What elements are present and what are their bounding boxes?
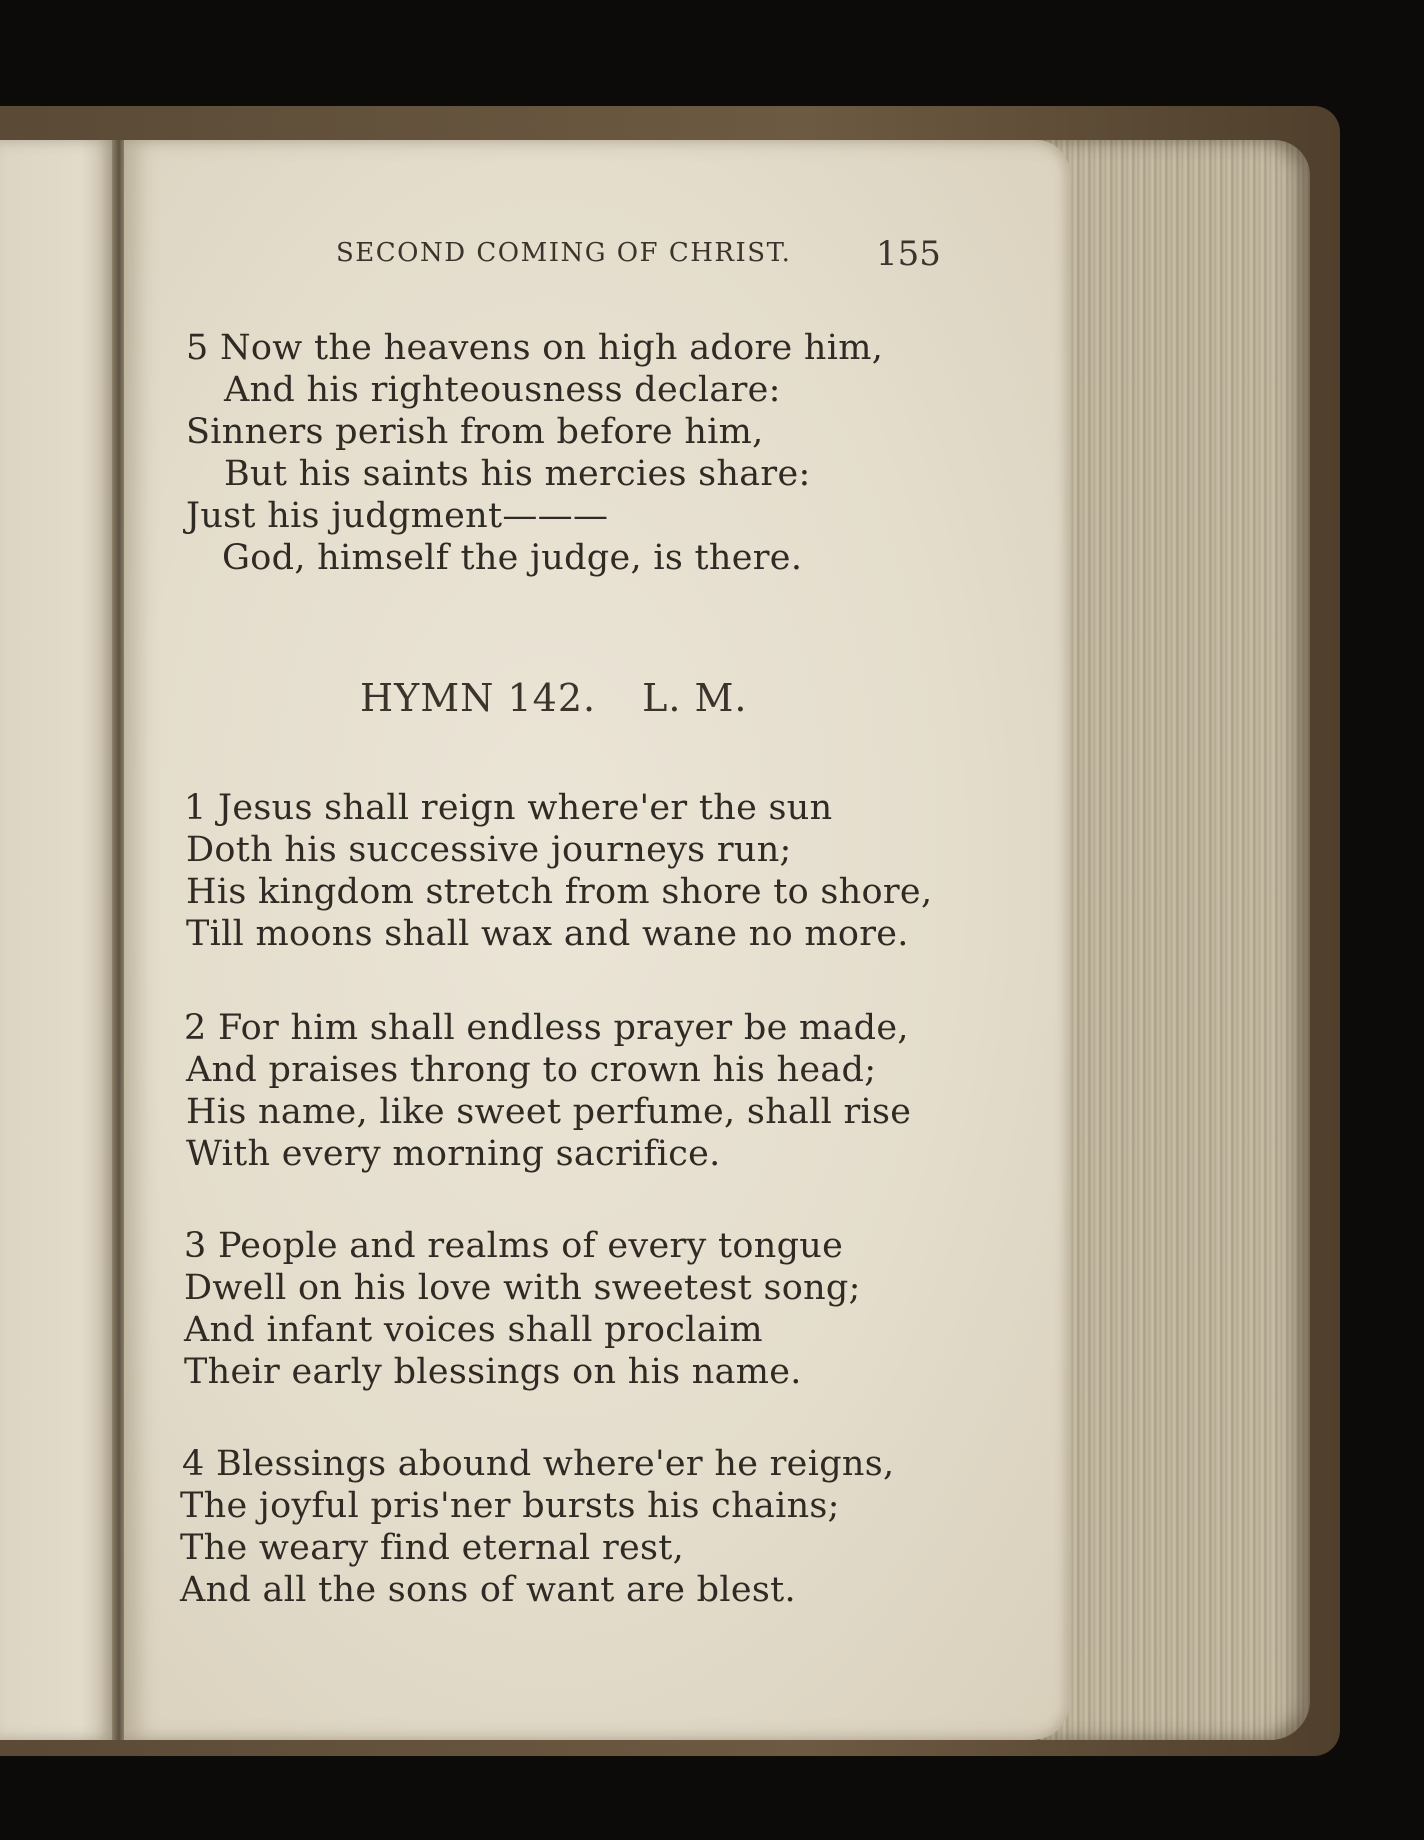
verse-line: His kingdom stretch from shore to shore, [186,872,933,912]
verse-line: Sinners perish from before him, [186,412,764,452]
hymn-title: HYMN 142. [360,676,597,720]
verse-line: His name, like sweet perfume, shall rise [186,1092,912,1132]
verse-line: The joyful pris'ner bursts his chains; [180,1486,840,1526]
verse-line: 3 People and realms of every tongue [184,1226,844,1266]
verse-line: Till moons shall wax and wane no more. [186,914,909,954]
verse-line: 1 Jesus shall reign where'er the sun [184,788,833,828]
verse-line: Just his judgment——— [186,496,609,536]
verse-line: Dwell on his love with sweetest song; [184,1268,861,1308]
verse-line: 4 Blessings abound where'er he reigns, [182,1444,895,1484]
hymn-heading [360,676,747,720]
verse-line: And infant voices shall proclaim [184,1310,763,1350]
verse-line: But his saints his mercies share: [224,454,811,494]
page-edges [1040,140,1310,1740]
verse-line: The weary find eternal rest, [180,1528,685,1568]
running-head: SECOND COMING OF CHRIST. [336,238,792,268]
verse-line: 2 For him shall endless prayer be made, [184,1008,909,1048]
verse-line: With every morning sacrifice. [186,1134,721,1174]
hymn-meter: L. M. [642,676,748,720]
verse-line: Their early blessings on his name. [184,1352,802,1392]
verse-line: And his righteousness declare: [224,370,781,410]
left-page [0,140,116,1740]
verse-line: And praises throng to crown his head; [186,1050,877,1090]
verse-line: 5 Now the heavens on high adore him, [186,328,884,368]
verse-line: God, himself the judge, is there. [222,538,803,578]
page-number: 155 [876,234,941,274]
verse-line: Doth his successive journeys run; [186,830,792,870]
verse-line: And all the sons of want are blest. [180,1570,796,1610]
